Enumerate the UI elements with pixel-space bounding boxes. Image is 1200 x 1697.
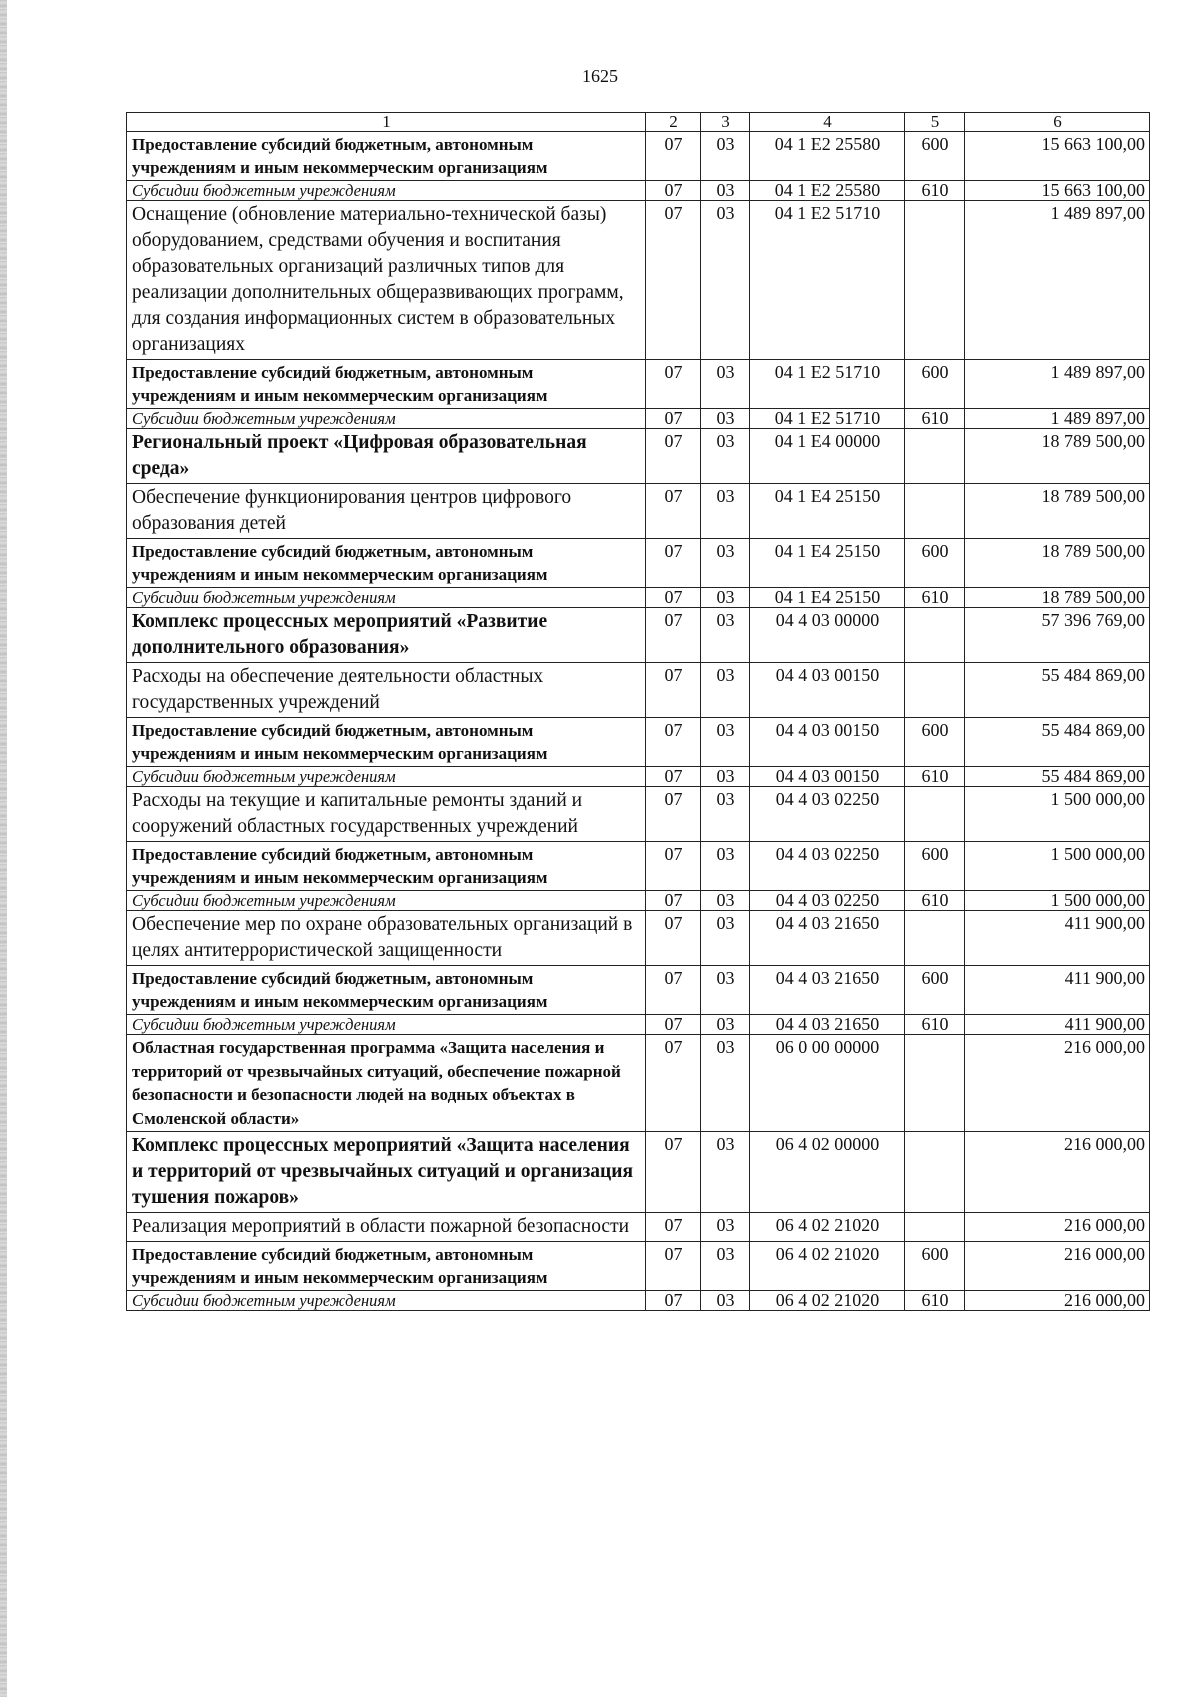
page-number: 1625 [582, 66, 618, 86]
row-name-cell: Предоставление субсидий бюджетным, автономным учреждениям и иным некоммерческим организациям [127, 132, 646, 181]
subsection-code-cell: 03 [701, 1291, 750, 1311]
table-row [127, 842, 1150, 891]
section-code-cell: 07 [646, 663, 701, 718]
row-name-cell: Субсидии бюджетным учреждениям [127, 409, 646, 429]
table-row [127, 1213, 1150, 1242]
subsection-code-cell: 03 [701, 891, 750, 911]
amount-cell: 216 000,00 [965, 1035, 1150, 1132]
amount-cell: 1 500 000,00 [965, 891, 1150, 911]
section-code-cell: 07 [646, 201, 701, 360]
subsection-code-cell: 03 [701, 787, 750, 842]
expense-type-cell: 610 [905, 1291, 965, 1311]
subsection-code-cell: 03 [701, 588, 750, 608]
amount-cell: 15 663 100,00 [965, 181, 1150, 201]
table-row [127, 1035, 1150, 1132]
table-row [127, 663, 1150, 718]
header-cell: 6 [965, 113, 1150, 132]
table-row [127, 608, 1150, 663]
expense-type-cell [905, 608, 965, 663]
expense-type-cell: 610 [905, 891, 965, 911]
target-article-cell: 06 4 02 21020 [750, 1242, 905, 1291]
target-article-cell: 04 1 Е2 25580 [750, 132, 905, 181]
expense-type-cell [905, 484, 965, 539]
table-row [127, 718, 1150, 767]
target-article-cell: 04 4 03 02250 [750, 842, 905, 891]
section-code-cell: 07 [646, 181, 701, 201]
row-name-cell: Предоставление субсидий бюджетным, автономным учреждениям и иным некоммерческим организациям [127, 842, 646, 891]
expense-type-cell [905, 429, 965, 484]
amount-cell: 1 500 000,00 [965, 787, 1150, 842]
target-article-cell: 06 4 02 21020 [750, 1213, 905, 1242]
row-name-cell: Оснащение (обновление материально-технической базы) оборудованием, средствами обучения и воспитания образовательных организаций различных типов для реализации дополнительных общеразвивающих программ, для создания информационных систем в образовательных организациях [127, 201, 646, 360]
subsection-code-cell: 03 [701, 1035, 750, 1132]
table-header-row [127, 113, 1150, 132]
header-cell: 1 [127, 113, 646, 132]
row-name-cell: Расходы на обеспечение деятельности областных государственных учреждений [127, 663, 646, 718]
table-row [127, 787, 1150, 842]
row-name-cell: Обеспечение мер по охране образовательных организаций в целях антитеррористической защищенности [127, 911, 646, 966]
section-code-cell: 07 [646, 409, 701, 429]
section-code-cell: 07 [646, 539, 701, 588]
table-row [127, 1291, 1150, 1311]
section-code-cell: 07 [646, 608, 701, 663]
row-name-cell: Субсидии бюджетным учреждениям [127, 891, 646, 911]
section-code-cell: 07 [646, 1242, 701, 1291]
header-cell: 4 [750, 113, 905, 132]
target-article-cell: 04 1 Е4 00000 [750, 429, 905, 484]
target-article-cell: 04 4 03 00000 [750, 608, 905, 663]
scan-edge [0, 0, 7, 1697]
section-code-cell: 07 [646, 767, 701, 787]
subsection-code-cell: 03 [701, 409, 750, 429]
section-code-cell: 07 [646, 1213, 701, 1242]
amount-cell: 57 396 769,00 [965, 608, 1150, 663]
section-code-cell: 07 [646, 132, 701, 181]
target-article-cell: 04 4 03 21650 [750, 1015, 905, 1035]
amount-cell: 18 789 500,00 [965, 539, 1150, 588]
subsection-code-cell: 03 [701, 1242, 750, 1291]
expense-type-cell [905, 201, 965, 360]
amount-cell: 411 900,00 [965, 1015, 1150, 1035]
amount-cell: 1 489 897,00 [965, 201, 1150, 360]
section-code-cell: 07 [646, 842, 701, 891]
section-code-cell: 07 [646, 484, 701, 539]
row-name-cell: Комплекс процессных мероприятий «Развитие дополнительного образования» [127, 608, 646, 663]
target-article-cell: 06 0 00 00000 [750, 1035, 905, 1132]
row-name-cell: Областная государственная программа «Защита населения и территорий от чрезвычайных ситуаций, обеспечение пожарной безопасности и безопасности людей на водных объектах в Смоленской области» [127, 1035, 646, 1132]
subsection-code-cell: 03 [701, 132, 750, 181]
target-article-cell: 04 4 03 00150 [750, 718, 905, 767]
amount-cell: 15 663 100,00 [965, 132, 1150, 181]
expense-type-cell [905, 787, 965, 842]
row-name-cell: Реализация мероприятий в области пожарной безопасности [127, 1213, 646, 1242]
amount-cell: 1 489 897,00 [965, 409, 1150, 429]
target-article-cell: 04 4 03 00150 [750, 663, 905, 718]
expense-type-cell [905, 1213, 965, 1242]
row-name-cell: Субсидии бюджетным учреждениям [127, 181, 646, 201]
section-code-cell: 07 [646, 966, 701, 1015]
row-name-cell: Субсидии бюджетным учреждениям [127, 588, 646, 608]
amount-cell: 216 000,00 [965, 1132, 1150, 1213]
amount-cell: 1 500 000,00 [965, 842, 1150, 891]
section-code-cell: 07 [646, 1291, 701, 1311]
table-row [127, 1242, 1150, 1291]
expense-type-cell: 610 [905, 767, 965, 787]
row-name-cell: Обеспечение функционирования центров цифрового образования детей [127, 484, 646, 539]
amount-cell: 411 900,00 [965, 966, 1150, 1015]
row-name-cell: Предоставление субсидий бюджетным, автономным учреждениям и иным некоммерческим организациям [127, 966, 646, 1015]
header-cell: 5 [905, 113, 965, 132]
section-code-cell: 07 [646, 360, 701, 409]
section-code-cell: 07 [646, 588, 701, 608]
subsection-code-cell: 03 [701, 1213, 750, 1242]
table-row [127, 132, 1150, 181]
expense-type-cell: 600 [905, 132, 965, 181]
expense-type-cell [905, 663, 965, 718]
section-code-cell: 07 [646, 787, 701, 842]
subsection-code-cell: 03 [701, 1015, 750, 1035]
header-cell: 3 [701, 113, 750, 132]
row-name-cell: Комплекс процессных мероприятий «Защита населения и территорий от чрезвычайных ситуаций и организация тушения пожаров» [127, 1132, 646, 1213]
row-name-cell: Предоставление субсидий бюджетным, автономным учреждениям и иным некоммерческим организациям [127, 1242, 646, 1291]
amount-cell: 411 900,00 [965, 911, 1150, 966]
amount-cell: 55 484 869,00 [965, 718, 1150, 767]
subsection-code-cell: 03 [701, 201, 750, 360]
subsection-code-cell: 03 [701, 718, 750, 767]
target-article-cell: 04 4 03 00150 [750, 767, 905, 787]
row-name-cell: Субсидии бюджетным учреждениям [127, 1015, 646, 1035]
expense-type-cell: 600 [905, 718, 965, 767]
budget-table [126, 112, 1150, 1311]
subsection-code-cell: 03 [701, 663, 750, 718]
section-code-cell: 07 [646, 891, 701, 911]
section-code-cell: 07 [646, 429, 701, 484]
target-article-cell: 04 4 03 02250 [750, 787, 905, 842]
expense-type-cell: 600 [905, 360, 965, 409]
expense-type-cell [905, 1035, 965, 1132]
table-row [127, 1132, 1150, 1213]
row-name-cell: Субсидии бюджетным учреждениям [127, 1291, 646, 1311]
target-article-cell: 04 1 Е2 25580 [750, 181, 905, 201]
table-row [127, 1015, 1150, 1035]
target-article-cell: 06 4 02 00000 [750, 1132, 905, 1213]
expense-type-cell: 600 [905, 539, 965, 588]
amount-cell: 18 789 500,00 [965, 429, 1150, 484]
subsection-code-cell: 03 [701, 966, 750, 1015]
target-article-cell: 04 1 Е2 51710 [750, 360, 905, 409]
subsection-code-cell: 03 [701, 1132, 750, 1213]
table-row [127, 484, 1150, 539]
target-article-cell: 04 4 03 21650 [750, 911, 905, 966]
expense-type-cell: 610 [905, 181, 965, 201]
table-row [127, 891, 1150, 911]
table-row [127, 429, 1150, 484]
table-row [127, 767, 1150, 787]
expense-type-cell [905, 911, 965, 966]
row-name-cell: Региональный проект «Цифровая образовательная среда» [127, 429, 646, 484]
target-article-cell: 04 1 Е2 51710 [750, 409, 905, 429]
section-code-cell: 07 [646, 718, 701, 767]
amount-cell: 216 000,00 [965, 1242, 1150, 1291]
subsection-code-cell: 03 [701, 767, 750, 787]
amount-cell: 216 000,00 [965, 1291, 1150, 1311]
table-row [127, 911, 1150, 966]
target-article-cell: 04 1 Е2 51710 [750, 201, 905, 360]
target-article-cell: 04 4 03 02250 [750, 891, 905, 911]
target-article-cell: 04 1 Е4 25150 [750, 539, 905, 588]
table-row [127, 539, 1150, 588]
expense-type-cell: 600 [905, 842, 965, 891]
expense-type-cell: 610 [905, 409, 965, 429]
amount-cell: 216 000,00 [965, 1213, 1150, 1242]
section-code-cell: 07 [646, 1015, 701, 1035]
expense-type-cell: 600 [905, 1242, 965, 1291]
table-row [127, 966, 1150, 1015]
subsection-code-cell: 03 [701, 181, 750, 201]
table-row [127, 588, 1150, 608]
amount-cell: 1 489 897,00 [965, 360, 1150, 409]
subsection-code-cell: 03 [701, 429, 750, 484]
row-name-cell: Предоставление субсидий бюджетным, автономным учреждениям и иным некоммерческим организациям [127, 718, 646, 767]
row-name-cell: Субсидии бюджетным учреждениям [127, 767, 646, 787]
subsection-code-cell: 03 [701, 608, 750, 663]
target-article-cell: 04 4 03 21650 [750, 966, 905, 1015]
section-code-cell: 07 [646, 911, 701, 966]
subsection-code-cell: 03 [701, 842, 750, 891]
section-code-cell: 07 [646, 1035, 701, 1132]
table-row [127, 181, 1150, 201]
target-article-cell: 04 1 Е4 25150 [750, 588, 905, 608]
row-name-cell: Предоставление субсидий бюджетным, автономным учреждениям и иным некоммерческим организациям [127, 539, 646, 588]
subsection-code-cell: 03 [701, 484, 750, 539]
budget-table-body [127, 113, 1150, 1311]
subsection-code-cell: 03 [701, 539, 750, 588]
amount-cell: 55 484 869,00 [965, 663, 1150, 718]
amount-cell: 55 484 869,00 [965, 767, 1150, 787]
amount-cell: 18 789 500,00 [965, 588, 1150, 608]
subsection-code-cell: 03 [701, 360, 750, 409]
expense-type-cell [905, 1132, 965, 1213]
subsection-code-cell: 03 [701, 911, 750, 966]
expense-type-cell: 610 [905, 1015, 965, 1035]
table-row [127, 409, 1150, 429]
target-article-cell: 06 4 02 21020 [750, 1291, 905, 1311]
expense-type-cell: 600 [905, 966, 965, 1015]
row-name-cell: Расходы на текущие и капитальные ремонты зданий и сооружений областных государственных учреждений [127, 787, 646, 842]
row-name-cell: Предоставление субсидий бюджетным, автономным учреждениям и иным некоммерческим организациям [127, 360, 646, 409]
table-row [127, 201, 1150, 360]
target-article-cell: 04 1 Е4 25150 [750, 484, 905, 539]
section-code-cell: 07 [646, 1132, 701, 1213]
expense-type-cell: 610 [905, 588, 965, 608]
amount-cell: 18 789 500,00 [965, 484, 1150, 539]
table-row [127, 360, 1150, 409]
header-cell: 2 [646, 113, 701, 132]
